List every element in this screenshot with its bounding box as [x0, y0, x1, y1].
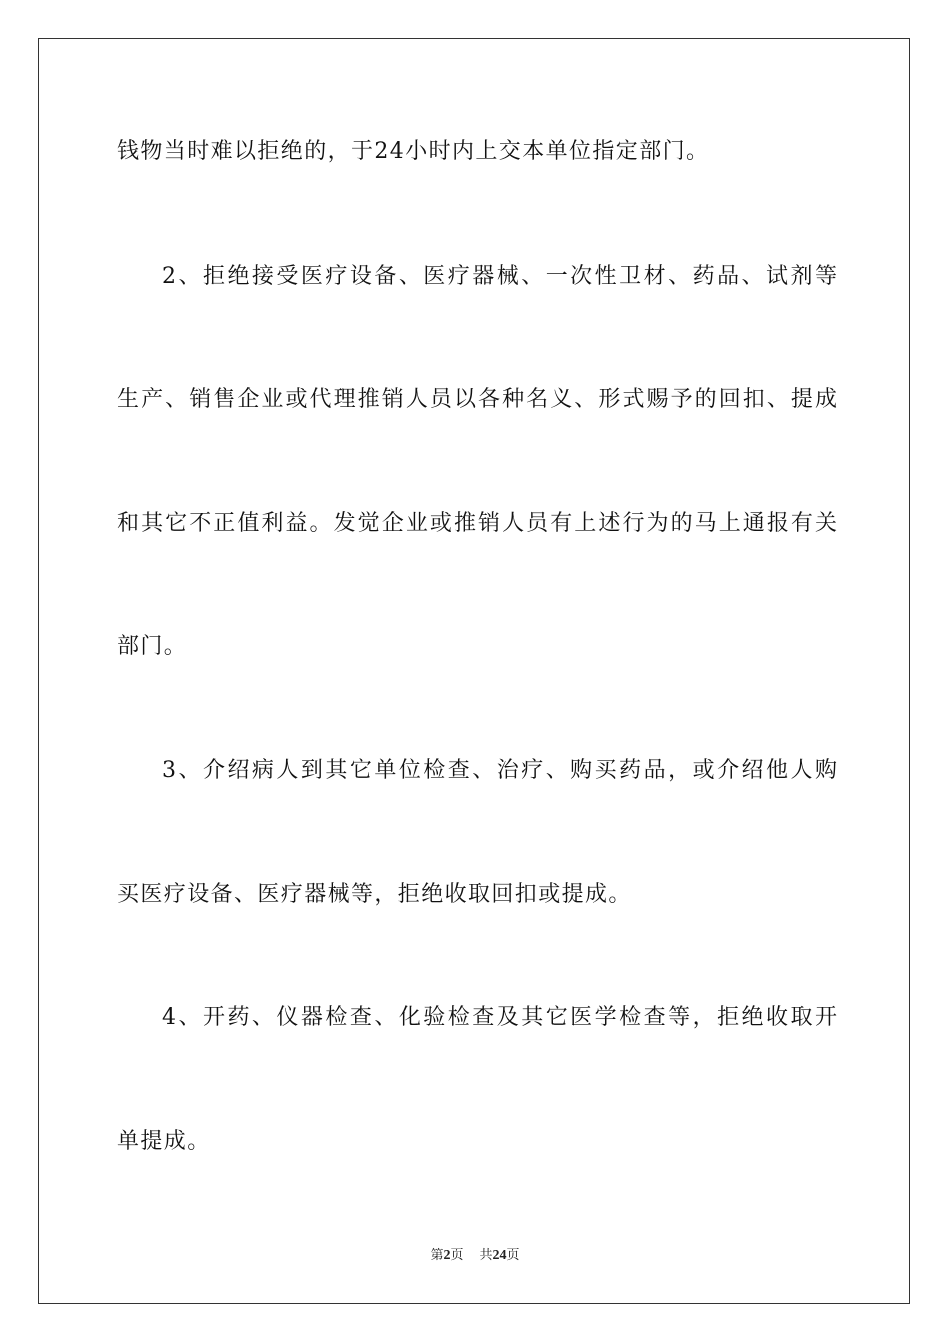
page-suffix: 页 — [450, 1248, 464, 1263]
text-line-7: 买医疗设备、医疗器械等，拒绝收取回扣或提成。 — [117, 882, 632, 907]
page-number: 2 — [443, 1248, 451, 1263]
total-suffix: 页 — [506, 1248, 520, 1263]
text-line-5: 部门。 — [117, 634, 188, 659]
page-footer — [0, 1248, 950, 1264]
page-prefix: 第 — [430, 1248, 444, 1263]
text-line-1: 钱物当时难以拒绝的，于24小时内上交本单位指定部门。 — [117, 139, 710, 164]
text-line-9: 单提成。 — [117, 1129, 211, 1154]
total-pages: 24 — [492, 1248, 507, 1263]
text-line-4: 和其它不正值利益。发觉企业或推销人员有上述行为的马上通报有关 — [117, 511, 837, 536]
page-border — [38, 38, 910, 1304]
text-line-3: 生产、销售企业或代理推销人员以各种名义、形式赐予的回扣、提成 — [117, 387, 837, 412]
text-line-2: 2、拒绝接受医疗设备、医疗器械、一次性卫材、药品、试剂等 — [162, 264, 837, 289]
text-line-8: 4、开药、仪器检查、化验检查及其它医学检查等，拒绝收取开 — [162, 1005, 837, 1030]
text-line-6: 3、介绍病人到其它单位检查、治疗、购买药品，或介绍他人购 — [162, 758, 837, 783]
total-prefix: 共 — [479, 1248, 493, 1263]
